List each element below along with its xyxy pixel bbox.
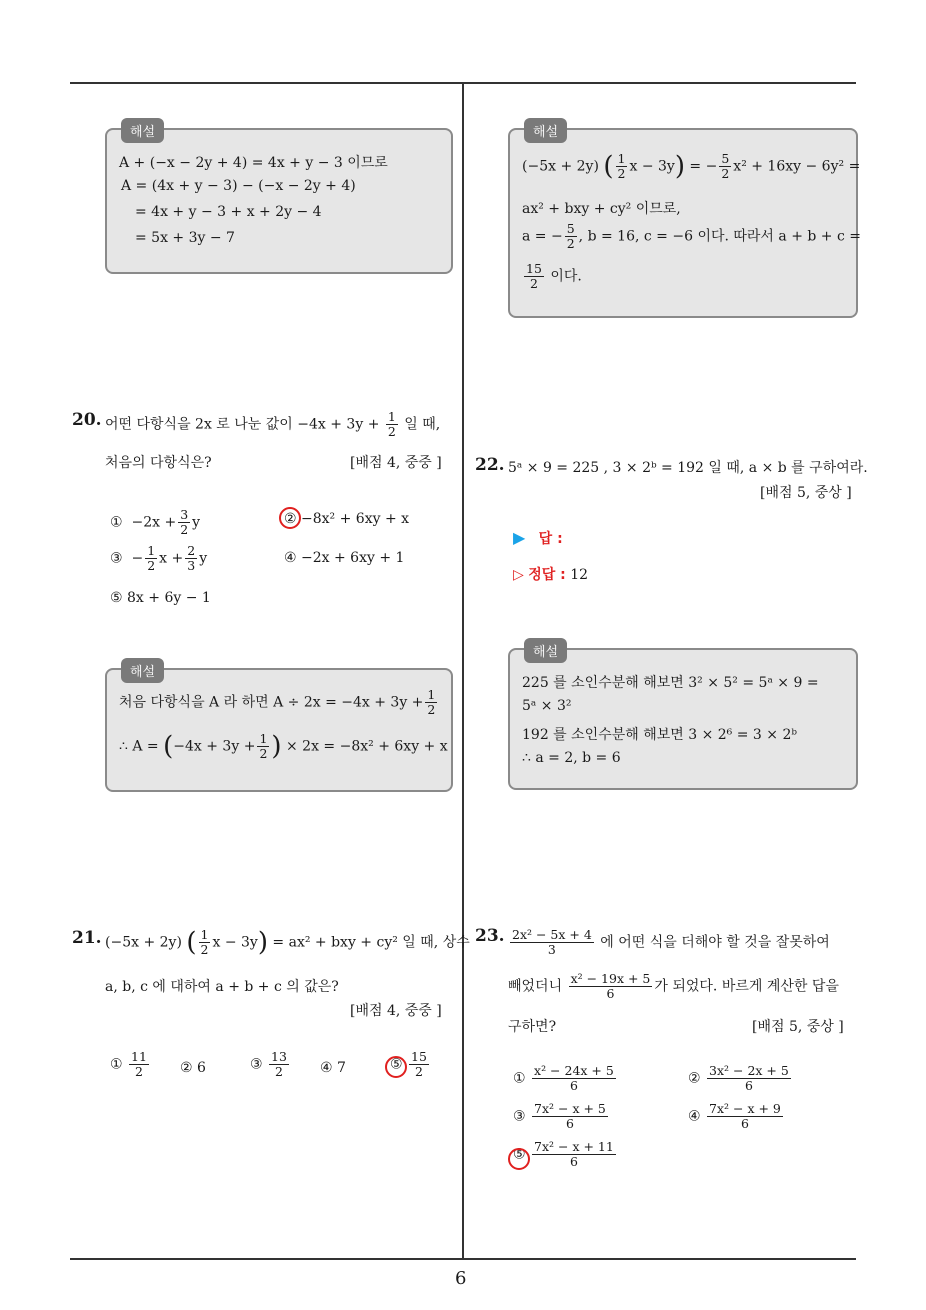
explanation-tag: 해설 xyxy=(121,658,164,683)
choice-4[interactable]: ④ 7 xyxy=(320,1060,346,1076)
question-number: 23. xyxy=(475,926,505,946)
fraction: $\frac{1}{2}$ xyxy=(259,731,268,761)
solution-line: = 5x + 3y − 7 xyxy=(135,230,235,246)
fraction: $\frac{1}{2}$ xyxy=(617,151,626,181)
fraction: $\frac{3}{2}$ xyxy=(180,507,189,537)
fraction: $\frac{\text{3x² − 2x + 5}}{6}$ xyxy=(709,1063,789,1093)
solution-line: = 4x + y − 3 + x + 2y − 4 xyxy=(135,204,322,220)
center-divider xyxy=(462,84,464,1260)
solution-line: $\frac{15}{2}$ 이다. xyxy=(526,261,582,291)
outline-play-icon: ▷ xyxy=(513,567,524,583)
question-number: 22. xyxy=(475,455,505,475)
choice-1[interactable]: ① −2x + $\frac{3}{2}$ y xyxy=(110,507,201,537)
fraction: $\frac{\text{7x² − x + 5}}{6}$ xyxy=(534,1101,606,1131)
choice-4[interactable]: ④ $\frac{\text{7x² − x + 9}}{6}$ xyxy=(688,1101,781,1131)
fraction: $\frac{2}{3}$ xyxy=(187,543,196,573)
choice-3[interactable]: ③ $\frac{\text{7x² − x + 5}}{6}$ xyxy=(513,1101,606,1131)
solution-line: 192 를 소인수분해 해보면 3 × 2⁶ = 3 × 2ᵇ xyxy=(522,727,797,743)
fraction: $\frac{\text{7x² − x + 9}}{6}$ xyxy=(709,1101,781,1131)
solution-line: 5ᵃ × 3² xyxy=(522,698,572,714)
fraction: $\frac{5}{2}$ xyxy=(721,151,730,181)
question-text: a, b, c 에 대하여 a + b + c 의 값은? xyxy=(105,979,339,995)
choice-5[interactable]: ⑤ $\frac{15}{2}$ xyxy=(390,1049,427,1079)
fraction: $\frac{5}{2}$ xyxy=(566,221,575,251)
choice-5[interactable]: ⑤ 8x + 6y − 1 xyxy=(110,590,211,606)
solution-line: ∴ a = 2, b = 6 xyxy=(522,750,621,766)
question-text: 어떤 다항식을 2x 로 나눈 값이 −4x + 3y + $\frac{1}{2}$ 일 때, xyxy=(105,409,441,439)
q20-solution-box xyxy=(105,665,453,792)
score-label: [배점 5, 중상 ] xyxy=(760,485,852,501)
choice-1[interactable]: ① $\frac{11}{2}$ xyxy=(110,1049,147,1079)
question-text: $\frac{\text{2x² − 5x + 4}}{3}$ 에 어떤 식을 더해야 할 것을 잘못하여 xyxy=(512,927,830,957)
fraction: $\frac{\text{7x² − x + 11}}{6}$ xyxy=(534,1139,614,1169)
explanation-tag: 해설 xyxy=(121,118,164,143)
answer-row: ▶ 답 : xyxy=(513,528,563,547)
q19-solution-box xyxy=(105,125,453,274)
question-number: 20. xyxy=(72,410,102,430)
choice-1[interactable]: ① $\frac{\text{x² − 24x + 5}}{6}$ xyxy=(513,1063,614,1093)
selected-answer-mark xyxy=(279,507,301,529)
explanation-tag: 해설 xyxy=(524,118,567,143)
fraction: $\frac{\text{x² − 19x + 5}}{6}$ xyxy=(570,971,651,1001)
fraction: $\frac{11}{2}$ xyxy=(131,1049,147,1079)
selected-answer-mark xyxy=(508,1148,530,1170)
fraction: $\frac{\text{x² − 24x + 5}}{6}$ xyxy=(534,1063,614,1093)
solution-line: 처음 다항식을 A 라 하면 A ÷ 2x = −4x + 3y + $\frac{1}{2}$ xyxy=(119,687,436,717)
fraction: $\frac{15}{2}$ xyxy=(411,1049,427,1079)
choice-2[interactable]: ② $\frac{\text{3x² − 2x + 5}}{6}$ xyxy=(688,1063,789,1093)
q18-solution-box xyxy=(508,125,862,318)
question-text: 빼었더니 $\frac{\text{x² − 19x + 5}}{6}$ 가 되었다. 바르게 계산한 답을 xyxy=(508,971,839,1001)
fraction: $\frac{1}{2}$ xyxy=(147,543,156,573)
solution-line: ax² + bxy + cy² 이므로, xyxy=(522,201,681,217)
solution-line: 225 를 소인수분해 해보면 3² × 5² = 5ᵃ × 9 = xyxy=(522,675,819,691)
solution-line: a = − $\frac{5}{2}$ , b = 16, c = −6 이다. 따라서 a + b + c = xyxy=(522,221,862,251)
choice-3[interactable]: ③ − $\frac{1}{2}$ x + $\frac{2}{3}$ y xyxy=(110,543,208,573)
fraction: $\frac{13}{2}$ xyxy=(271,1049,287,1079)
choice-3[interactable]: ③ $\frac{13}{2}$ xyxy=(250,1049,287,1079)
question-text: (−5x + 2y) ( $\frac{1}{2}$ x − 3y) = ax² + bxy + cy² 일 때, 상수 xyxy=(105,927,470,958)
solution-line: A + (−x − 2y + 4) = 4x + y − 3 이므로 xyxy=(119,155,388,171)
explanation-tag: 해설 xyxy=(524,638,567,663)
correct-answer-row: ▷ 정답 : 12 xyxy=(513,567,589,583)
question-number: 21. xyxy=(72,928,102,948)
score-label: [배점 4, 중중 ] xyxy=(350,455,442,471)
fraction: $\frac{15}{2}$ xyxy=(526,261,542,291)
question-text: 5ᵃ × 9 = 225 , 3 × 2ᵇ = 192 일 때, a × b 를 구하여라. xyxy=(508,460,868,476)
q22-solution-box xyxy=(508,645,858,790)
solution-line: (−5x + 2y) ( $\frac{1}{2}$ x − 3y) = − $\frac{5}{2}$ x² + 16xy − 6y² = xyxy=(522,151,861,182)
score-label: [배점 5, 중상 ] xyxy=(752,1019,844,1035)
choice-2[interactable]: ② −8x² + 6xy + x xyxy=(284,511,410,527)
fraction: $\frac{1}{2}$ xyxy=(427,687,436,717)
selected-answer-mark xyxy=(385,1056,407,1078)
choice-2[interactable]: ② 6 xyxy=(180,1060,206,1076)
fraction: $\frac{1}{2}$ xyxy=(387,409,396,439)
solution-line: ∴ A = (−4x + 3y + $\frac{1}{2}$ ) × 2x = −8x² + 6xy + x xyxy=(119,731,448,762)
choice-5[interactable]: ⑤ $\frac{\text{7x² − x + 11}}{6}$ xyxy=(513,1139,614,1169)
page-number: 6 xyxy=(455,1268,467,1289)
fraction: $\frac{\text{2x² − 5x + 4}}{3}$ xyxy=(512,927,592,957)
question-text: 구하면? xyxy=(508,1019,557,1035)
fraction: $\frac{1}{2}$ xyxy=(200,927,209,957)
score-label: [배점 4, 중중 ] xyxy=(350,1003,442,1019)
bottom-rule xyxy=(70,1258,856,1260)
play-icon: ▶ xyxy=(513,528,526,547)
solution-line: A = (4x + y − 3) − (−x − 2y + 4) xyxy=(121,178,356,194)
choice-4[interactable]: ④ −2x + 6xy + 1 xyxy=(284,550,405,566)
question-text: 처음의 다항식은? xyxy=(105,455,212,471)
